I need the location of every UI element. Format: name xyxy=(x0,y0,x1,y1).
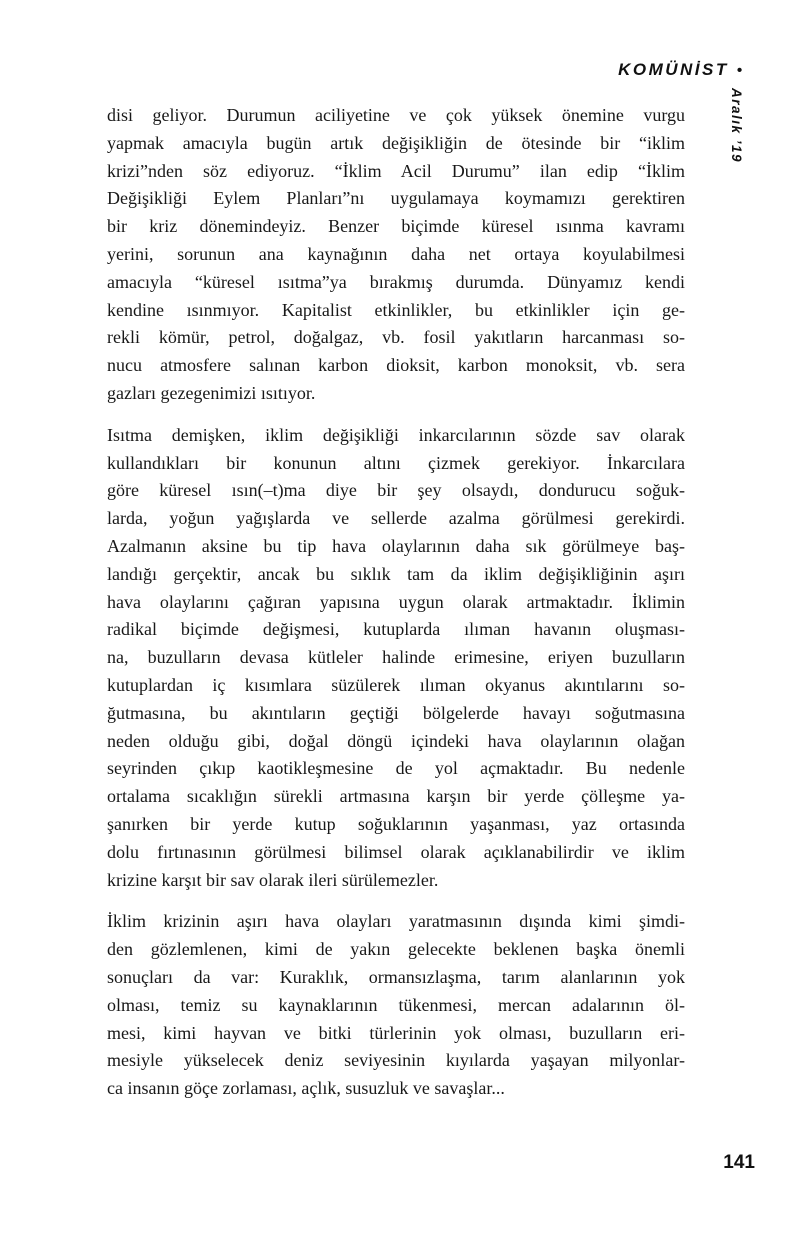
magazine-header xyxy=(618,60,742,80)
text-line: Değişikliği Eylem Planları”nı uygulamaya koymamızı gerektiren xyxy=(107,188,685,209)
text-body xyxy=(107,102,685,1103)
text-line: kutuplardan iç kısımlara süzülerek ılıman okyanus akıntılarını so- xyxy=(107,674,685,695)
text-line: den gözlemlenen, kimi de yakın gelecekte beklenen başka önemli xyxy=(107,939,685,960)
text-line: ortalama sıcaklığın sürekli artmasına karşın bir yerde çölleşme ya- xyxy=(107,786,685,807)
text-line: nucu atmosfere salınan karbon dioksit, karbon monoksit, vb. sera xyxy=(107,355,685,376)
text-line: sonuçları da var: Kuraklık, ormansızlaşma, tarım alanlarının yok xyxy=(107,966,685,987)
text-line: Isıtma demişken, iklim değişikliği inkarcılarının sözde sav olarak xyxy=(107,424,685,445)
text-line: kullandıkları bir konunun altını çizmek gerekiyor. İnkarcılara xyxy=(107,452,685,473)
text-line: şanırken bir yerde kutup soğuklarının yaşanması, yaz ortasında xyxy=(107,813,685,834)
text-line: krizine karşıt bir sav olarak ileri sürülemezler. xyxy=(107,869,439,890)
paragraph xyxy=(107,102,685,408)
text-line: yerini, sorunun ana kaynağının daha net ortaya koyulabilmesi xyxy=(107,243,685,264)
text-line: rekli kömür, petrol, doğalgaz, vb. fosil yakıtların harcanması so- xyxy=(107,327,685,348)
text-line: mesiyle yükselecek deniz seviyesinin kıyılarda yaşayan milyonlar- xyxy=(107,1050,685,1071)
text-line: İklim krizinin aşırı hava olayları yaratmasının dışında kimi şimdi- xyxy=(107,911,685,932)
text-line: neden olduğu gibi, doğal döngü içindeki hava olaylarının olağan xyxy=(107,730,685,751)
text-line: na, buzulların devasa kütleler halinde erimesine, eriyen buzulların xyxy=(107,647,685,668)
text-line: seyrinden çıkıp kaotikleşmesine de yol açmaktadır. Bu nedenle xyxy=(107,758,685,779)
text-line: yapmak amacıyla bugün artık değişikliğin de ötesinde bir “iklim xyxy=(107,132,685,153)
text-line: Azalmanın aksine bu tip hava olaylarının daha sık görülmeye baş- xyxy=(107,535,685,556)
paragraph xyxy=(107,908,685,1103)
text-line: krizi”nden söz ediyoruz. “İklim Acil Durumu” ilan edip “İklim xyxy=(107,160,685,181)
text-line: larda, yoğun yağışlarda ve sellerde azalma görülmesi gerekirdi. xyxy=(107,508,685,529)
page-number: 141 xyxy=(723,1152,755,1173)
text-line: gazları gezegenimizi ısıtıyor. xyxy=(107,382,316,403)
text-line: ğutmasına, bu akıntıların geçtiği bölgelerde havayı soğutmasına xyxy=(107,702,685,723)
text-line: landığı gerçektir, ancak bu sıklık tam da iklim değişikliğinin aşırı xyxy=(107,563,685,584)
magazine-title: KOMÜNİST xyxy=(618,60,729,79)
text-line: dolu fırtınasının görülmesi bilimsel olarak açıklanabilirdir ve iklim xyxy=(107,841,685,862)
text-line: amacıyla “küresel ısıtma”ya bırakmış durumda. Dünyamız kendi xyxy=(107,271,685,292)
issue-label: Aralık ’19 xyxy=(729,88,744,164)
text-line: radikal biçimde değişmesi, kutuplarda ılıman havanın oluşması- xyxy=(107,619,685,640)
header-bullet-icon: • xyxy=(736,62,742,79)
text-line: olması, temiz su kaynaklarının tükenmesi, mercan adalarının öl- xyxy=(107,994,685,1015)
text-line: kendine ısınmıyor. Kapitalist etkinlikler, bu etkinlikler için ge- xyxy=(107,299,685,320)
text-line: bir kriz dönemindeyiz. Benzer biçimde küresel ısınma kavramı xyxy=(107,216,685,237)
text-line: göre küresel ısın(–t)ma diye bir şey olsaydı, dondurucu soğuk- xyxy=(107,480,685,501)
paragraph xyxy=(107,422,685,895)
text-line: ca insanın göçe zorlaması, açlık, susuzluk ve savaşlar... xyxy=(107,1078,505,1099)
text-line: disi geliyor. Durumun aciliyetine ve çok yüksek önemine vurgu xyxy=(107,105,685,125)
text-line: hava olaylarını çağıran yapısına uygun olarak artmaktadır. İklimin xyxy=(107,591,685,612)
text-line: mesi, kimi hayvan ve bitki türlerinin yok olması, buzulların eri- xyxy=(107,1022,685,1043)
